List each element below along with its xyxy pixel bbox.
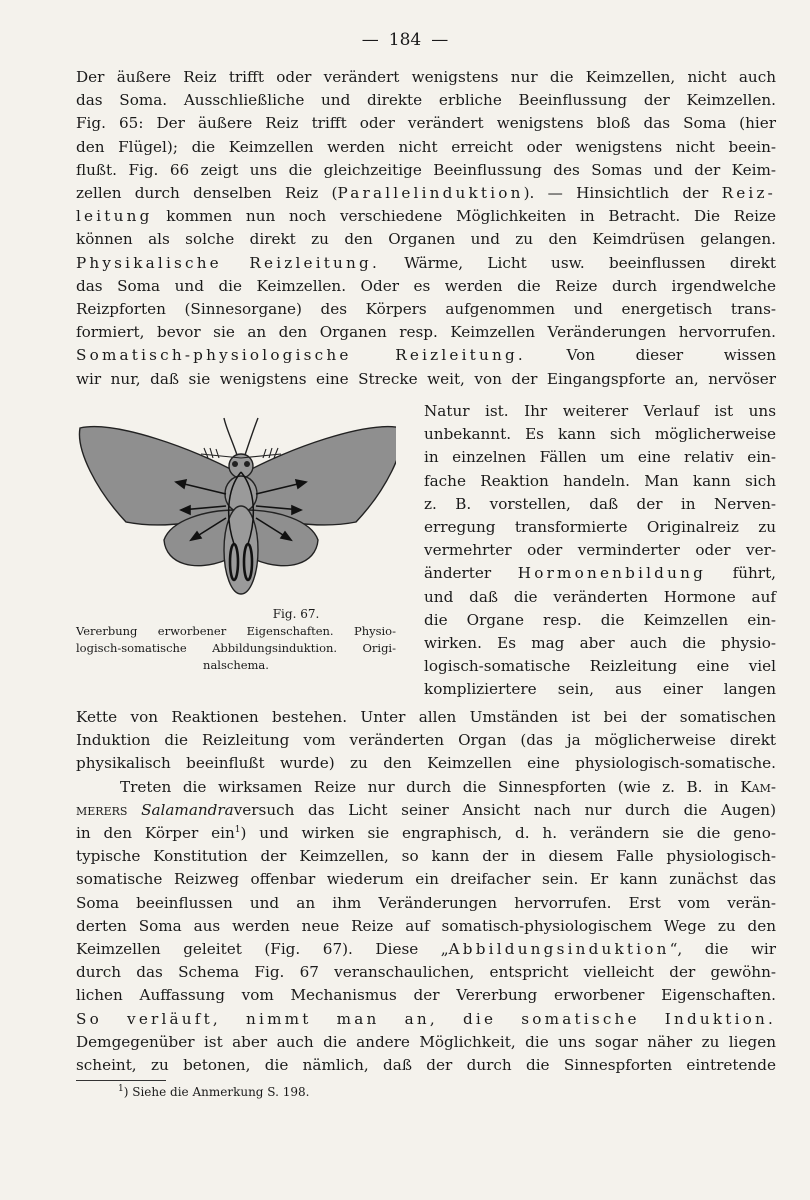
term-somatisch-physiologische: Somatisch-physiologische Reizleitung.	[76, 346, 526, 365]
text-block-top	[76, 66, 776, 391]
text-line: typische Konstitution der Keimzellen, so kann der in diesem Falle physiologisch-	[76, 847, 776, 866]
text-line: die Organe resp. die Keimzellen ein-	[424, 610, 776, 629]
term-physikalische-reizleitung: Physikalische Reizleitung.	[76, 253, 380, 272]
text-line: Induktion die Reizleitung vom veränderten Organ (das ja möglicherweise direkt	[76, 731, 776, 750]
text-line: unbekannt. Es kann sich möglicherweise	[424, 425, 776, 444]
text-block-right	[424, 400, 776, 702]
footnote-rule	[76, 1080, 166, 1081]
text-line: Natur ist. Ihr weiterer Verlauf ist uns	[424, 402, 776, 420]
text-line: erregung transformierte Originalreiz zu	[424, 518, 776, 537]
term-hormonenbildung: Hormonenbildung	[517, 564, 706, 583]
text-line: Reizpforten (Sinnesorgane) des Körpers aufgenommen und energetisch trans-	[76, 300, 776, 319]
term-parallelinduktion: Parallelinduktion	[337, 184, 524, 203]
text-block-bottom	[76, 706, 776, 1077]
text-line: wirken. Es mag aber auch die physio-	[424, 634, 776, 653]
term-leitung: leitung	[76, 207, 153, 226]
text-line: das Soma. Ausschließliche und direkte erbliche Beeinflussung der Keimzellen.	[76, 91, 776, 110]
text-line: flußt. Fig. 66 zeigt uns die gleichzeitige Beeinflussung des Somas und der Keim-	[76, 160, 776, 179]
text-line: vermehrter oder verminderter oder ver-	[424, 541, 776, 560]
text-line: änderter Hormonenbildung führt,	[424, 564, 776, 583]
text-line: derten Soma aus werden neue Reize auf somatisch-physiologischem Wege zu den	[76, 916, 776, 935]
term-abbildungsinduktion: Abbildungsinduktion	[448, 940, 670, 959]
text-line: Keimzellen geleitet (Fig. 67). Diese „Abbildungsinduktion“, die wir	[76, 940, 776, 959]
text-line: physikalisch beeinflußt wurde) zu den Keimzellen eine physiologisch-somatische.	[76, 754, 776, 773]
text-line: fache Reaktion handeln. Man kann sich	[424, 471, 776, 490]
moth-diagram	[76, 410, 396, 605]
text-line: Physikalische Reizleitung. Wärme, Licht usw. beeinflussen direkt	[76, 253, 776, 272]
text-line: z. B. vorstellen, daß der in Nerven-	[424, 494, 776, 513]
page-dash-right: —	[431, 30, 449, 50]
left-forewing	[79, 427, 236, 525]
term-salamandra: Salamandra	[141, 800, 234, 819]
text-line: in einzelnen Fällen um eine relativ ein-	[424, 448, 776, 467]
moth-eye-left	[232, 461, 238, 467]
footnote-text: ) Siehe die Anmerkung S. 198.	[123, 1085, 310, 1099]
page-number	[0, 30, 810, 50]
text-line: Der äußere Reiz trifft oder verändert wenigstens nur die Keimzellen, nicht auch	[76, 68, 776, 86]
footnote-ref: 1	[234, 824, 241, 835]
text-line: somatische Reizweg offenbar wiederum ein dreifacher sein. Er kann zunächst das	[76, 870, 776, 889]
antenna-left	[224, 418, 237, 455]
text-line: lichen Auffassung vom Mechanismus der Vererbung erworbener Eigenschaften.	[76, 986, 776, 1005]
moth-eye-right	[244, 461, 250, 467]
text-line: kompliziertere sein, aus einer langen	[424, 680, 776, 699]
text-line: durch das Schema Fig. 67 veranschaulichen, entspricht vielleicht der gewöhn-	[76, 963, 776, 982]
text-line: scheint, zu betonen, die nämlich, daß der durch die Sinnespforten eintretende	[76, 1056, 776, 1075]
text-line: zellen durch denselben Reiz (Parallelinduktion). — Hinsichtlich der Reiz-	[76, 184, 776, 203]
text-line: können als solche direkt zu den Organen und zu den Keimdrüsen gelangen.	[76, 230, 776, 249]
text-line: merers Salamandraversuch das Licht seiner Ansicht nach nur durch die Augen)	[76, 800, 777, 819]
text-line: So verläuft, nimmt man an, die somatische Induktion.	[76, 1009, 776, 1028]
text-line: leitung kommen nun noch verschiedene Möglichkeiten in Betracht. Die Reize	[76, 207, 776, 226]
text-line: Kette von Reaktionen bestehen. Unter allen Umständen ist bei der somatischen	[76, 708, 776, 726]
text-line: logisch-somatische Reizleitung eine viel	[424, 657, 776, 676]
text-line: Somatisch-physiologische Reizleitung. Von dieser wissen	[76, 346, 776, 365]
right-forewing	[246, 427, 396, 525]
text-line: Soma beeinflussen und an ihm Veränderungen hervorrufen. Erst vom verän-	[76, 893, 776, 912]
figure-67	[76, 410, 396, 674]
figure-label: Fig. 67.	[272, 607, 320, 621]
footnote	[118, 1085, 309, 1099]
text-line: den Flügel); die Keimzellen werden nicht erreicht oder wenigstens nicht beein-	[76, 137, 776, 156]
text-line: das Soma und die Keimzellen. Oder es werden die Reize durch irgendwelche	[76, 276, 776, 295]
text-line: in den Körper ein$^1$) und wirken sie engraphisch, d. h. verändern sie die geno-	[76, 824, 776, 843]
term-reiz: Reiz-	[721, 184, 776, 203]
text-line: Demgegenüber ist aber auch die andere Möglichkeit, die uns sogar näher zu liegen	[76, 1032, 776, 1051]
text-line: Fig. 65: Der äußere Reiz trifft oder verändert wenigstens bloß das Soma (hier	[76, 114, 776, 133]
text-line: formiert, bevor sie an den Organen resp. Keimzellen Veränderungen hervorrufen.	[76, 323, 776, 342]
antenna-right	[245, 418, 258, 455]
page-dash-left: —	[361, 30, 379, 50]
page-number-value: 184	[388, 30, 422, 50]
figure-caption: Vererbung erworbener Eigenschaften. Physio- logisch-somatische Abbildungsinduktion. Origi- nalschema.	[76, 624, 396, 672]
text-line: wir nur, daß sie wenigstens eine Strecke weit, von der Eingangspforte an, nervöser	[76, 369, 776, 388]
text-line: und daß die veränderten Hormone auf	[424, 587, 776, 606]
author-kammerers: Kam-	[740, 777, 776, 796]
footnote-mark: 1	[118, 1084, 124, 1094]
text-line: Treten die wirksamen Reize nur durch die Sinnespforten (wie z. B. in Kam-	[120, 777, 776, 796]
